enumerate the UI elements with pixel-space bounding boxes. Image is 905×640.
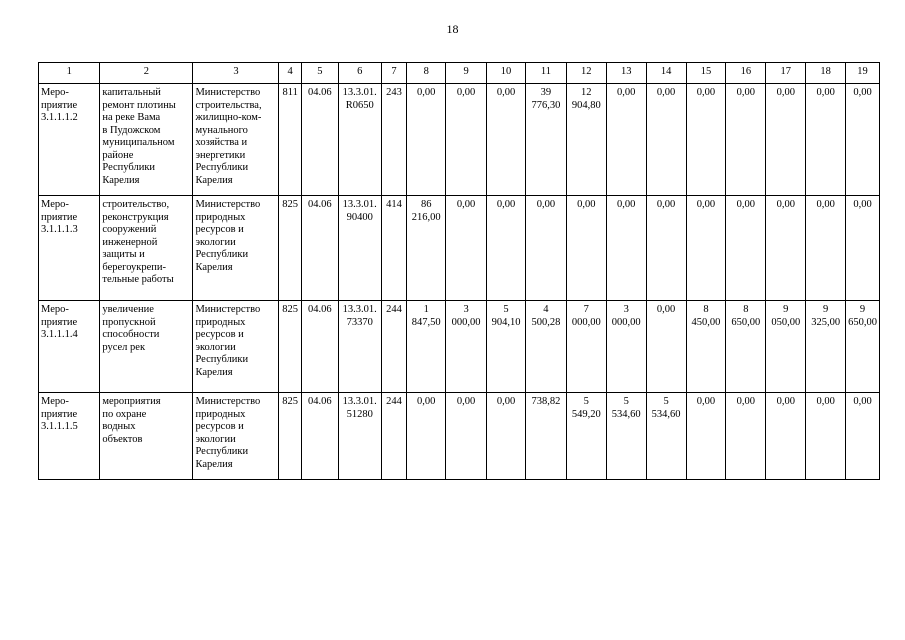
amount-cell: 5 534,60 bbox=[646, 393, 686, 480]
amount-cell: 7 000,00 bbox=[566, 301, 606, 393]
header-cell: 6 bbox=[338, 63, 381, 84]
table-cell: 04.06 bbox=[301, 196, 338, 301]
measure-name-cell: мероприятия по охране водных объектов bbox=[100, 393, 193, 480]
amount-cell: 0,00 bbox=[846, 196, 880, 301]
executor-cell: Министерство природных ресурсов и экологии Республики Карелия bbox=[193, 196, 279, 301]
amount-cell: 0,00 bbox=[846, 393, 880, 480]
amount-cell: 0,00 bbox=[686, 393, 726, 480]
header-cell: 18 bbox=[806, 63, 846, 84]
measure-id-cell: Меро- приятие 3.1.1.1.4 bbox=[39, 301, 100, 393]
table-cell: 04.06 bbox=[301, 84, 338, 196]
amount-cell: 5 904,10 bbox=[487, 301, 526, 393]
header-cell: 9 bbox=[446, 63, 487, 84]
table-cell: 244 bbox=[381, 301, 407, 393]
table-cell: 825 bbox=[279, 301, 302, 393]
executor-cell: Министерство строительства, жилищно-ком- мунального хозяйства и энергетики Республики Карелия bbox=[193, 84, 279, 196]
measure-id-cell: Меро- приятие 3.1.1.1.2 bbox=[39, 84, 100, 196]
amount-cell: 4 500,28 bbox=[525, 301, 566, 393]
amount-cell: 9 050,00 bbox=[766, 301, 806, 393]
table-cell: 04.06 bbox=[301, 393, 338, 480]
header-cell: 5 bbox=[301, 63, 338, 84]
header-cell: 11 bbox=[525, 63, 566, 84]
amount-cell: 0,00 bbox=[646, 301, 686, 393]
header-cell: 7 bbox=[381, 63, 407, 84]
executor-cell: Министерство природных ресурсов и экологии Республики Карелия bbox=[193, 301, 279, 393]
amount-cell: 0,00 bbox=[686, 84, 726, 196]
amount-cell: 0,00 bbox=[646, 196, 686, 301]
amount-cell: 0,00 bbox=[606, 84, 646, 196]
amount-cell: 0,00 bbox=[806, 196, 846, 301]
amount-cell: 0,00 bbox=[846, 84, 880, 196]
table-cell: 414 bbox=[381, 196, 407, 301]
header-cell: 15 bbox=[686, 63, 726, 84]
header-cell: 12 bbox=[566, 63, 606, 84]
page-number: 18 bbox=[446, 22, 459, 36]
table-row bbox=[39, 393, 880, 480]
amount-cell: 9 325,00 bbox=[806, 301, 846, 393]
table-cell: 825 bbox=[279, 393, 302, 480]
table-row bbox=[39, 84, 880, 196]
amount-cell: 1 847,50 bbox=[407, 301, 446, 393]
measure-id-cell: Меро- приятие 3.1.1.1.3 bbox=[39, 196, 100, 301]
amount-cell: 0,00 bbox=[646, 84, 686, 196]
table-cell: 825 bbox=[279, 196, 302, 301]
header-cell: 16 bbox=[726, 63, 766, 84]
amount-cell: 39 776,30 bbox=[525, 84, 566, 196]
amount-cell: 0,00 bbox=[446, 84, 487, 196]
header-cell: 17 bbox=[766, 63, 806, 84]
header-cell: 4 bbox=[279, 63, 302, 84]
header-cell: 14 bbox=[646, 63, 686, 84]
header-cell: 13 bbox=[606, 63, 646, 84]
measure-name-cell: строительство, реконструкция сооружений инженерной защиты и берегоукрепи- тельные работы bbox=[100, 196, 193, 301]
table-cell: 13.3.01. R0650 bbox=[338, 84, 381, 196]
table-cell: 04.06 bbox=[301, 301, 338, 393]
amount-cell: 0,00 bbox=[446, 196, 487, 301]
budget-table bbox=[38, 62, 880, 480]
amount-cell: 0,00 bbox=[726, 84, 766, 196]
amount-cell: 0,00 bbox=[766, 84, 806, 196]
executor-cell: Министерство природных ресурсов и экологии Республики Карелия bbox=[193, 393, 279, 480]
amount-cell: 0,00 bbox=[686, 196, 726, 301]
table-cell: 13.3.01. 51280 bbox=[338, 393, 381, 480]
amount-cell: 0,00 bbox=[806, 393, 846, 480]
amount-cell: 0,00 bbox=[446, 393, 487, 480]
amount-cell: 86 216,00 bbox=[407, 196, 446, 301]
header-cell: 8 bbox=[407, 63, 446, 84]
amount-cell: 738,82 bbox=[525, 393, 566, 480]
table-cell: 13.3.01. 73370 bbox=[338, 301, 381, 393]
header-cell: 2 bbox=[100, 63, 193, 84]
table-row bbox=[39, 196, 880, 301]
amount-cell: 3 000,00 bbox=[606, 301, 646, 393]
header-cell: 10 bbox=[487, 63, 526, 84]
measure-name-cell: увеличение пропускной способности русел рек bbox=[100, 301, 193, 393]
amount-cell: 0,00 bbox=[726, 393, 766, 480]
amount-cell: 5 549,20 bbox=[566, 393, 606, 480]
amount-cell: 0,00 bbox=[525, 196, 566, 301]
header-row bbox=[39, 63, 880, 84]
header-cell: 19 bbox=[846, 63, 880, 84]
amount-cell: 3 000,00 bbox=[446, 301, 487, 393]
amount-cell: 0,00 bbox=[487, 393, 526, 480]
table-cell: 811 bbox=[279, 84, 302, 196]
table-row bbox=[39, 301, 880, 393]
amount-cell: 0,00 bbox=[566, 196, 606, 301]
amount-cell: 0,00 bbox=[487, 196, 526, 301]
table-cell: 244 bbox=[381, 393, 407, 480]
table-cell: 243 bbox=[381, 84, 407, 196]
amount-cell: 0,00 bbox=[407, 393, 446, 480]
amount-cell: 0,00 bbox=[726, 196, 766, 301]
measure-name-cell: капитальный ремонт плотины на реке Вама в Пудожском муниципальном районе Республики Карелия bbox=[100, 84, 193, 196]
amount-cell: 0,00 bbox=[606, 196, 646, 301]
amount-cell: 5 534,60 bbox=[606, 393, 646, 480]
amount-cell: 9 650,00 bbox=[846, 301, 880, 393]
amount-cell: 8 450,00 bbox=[686, 301, 726, 393]
amount-cell: 0,00 bbox=[407, 84, 446, 196]
amount-cell: 0,00 bbox=[806, 84, 846, 196]
amount-cell: 12 904,80 bbox=[566, 84, 606, 196]
header-cell: 1 bbox=[39, 63, 100, 84]
measure-id-cell: Меро- приятие 3.1.1.1.5 bbox=[39, 393, 100, 480]
header-cell: 3 bbox=[193, 63, 279, 84]
table-cell: 13.3.01. 90400 bbox=[338, 196, 381, 301]
amount-cell: 0,00 bbox=[766, 196, 806, 301]
amount-cell: 0,00 bbox=[766, 393, 806, 480]
amount-cell: 0,00 bbox=[487, 84, 526, 196]
amount-cell: 8 650,00 bbox=[726, 301, 766, 393]
